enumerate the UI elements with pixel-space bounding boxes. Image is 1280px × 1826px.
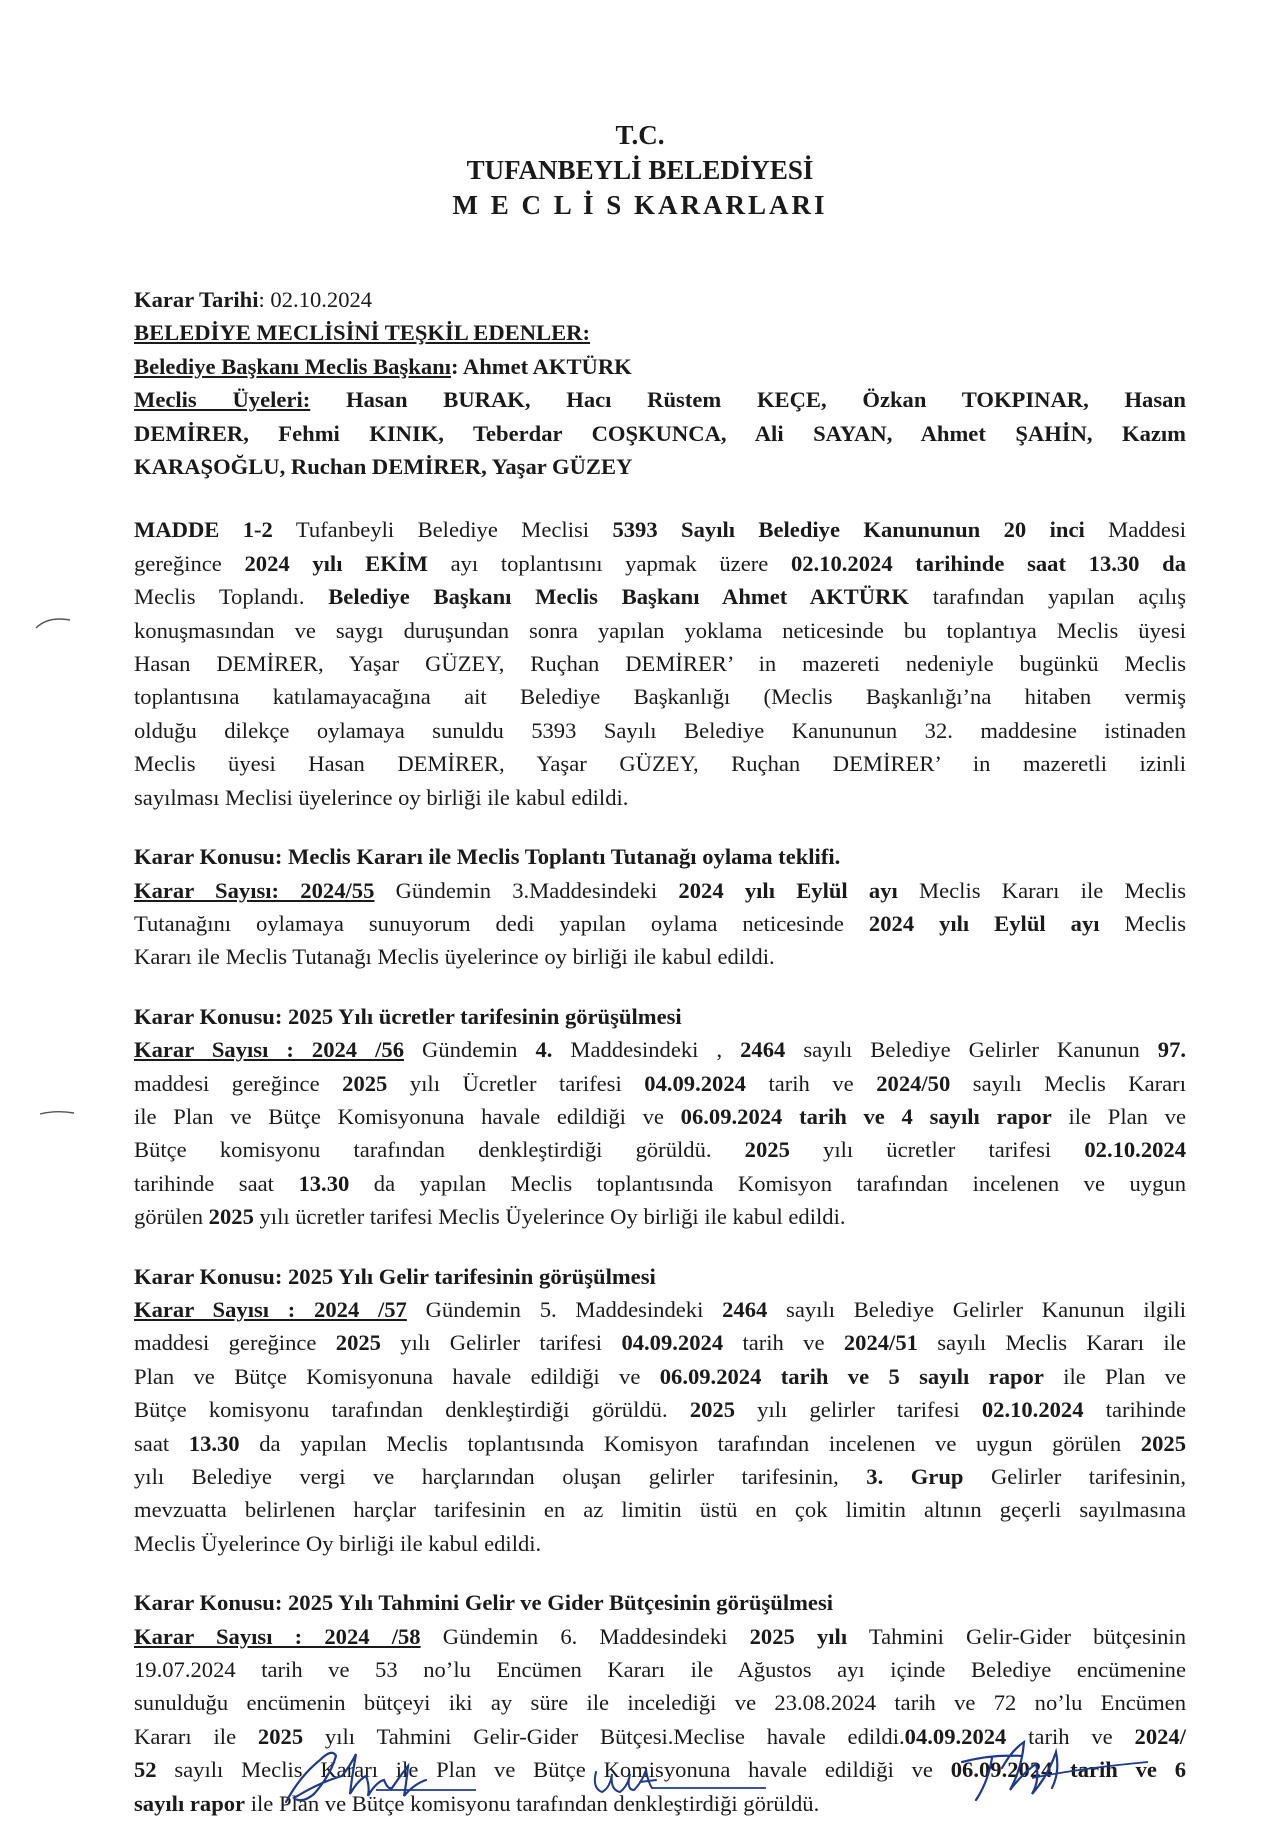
signature-left (280, 1736, 480, 1808)
decision-subject: Karar Konusu: Meclis Kararı ile Meclis Toplantı Tutanağı oylama teklifi. (134, 844, 841, 870)
decision-2024-55: Karar Konusu: Meclis Kararı ile Meclis Toplantı Tutanağı oylama teklifi. Karar Sayısı: 2024/55 Gündemin 3.Maddesindeki 2024 yılı Eylül ayı Meclis Kararı ile Meclis Tutanağını oylamaya sunuyorum dedi yapılan oylama neticesinde 2024 yılı Eylül ayı Meclis Kararı ile Meclis Tutanağı Meclis üyelerince oy birliği ile kabul edildi. (134, 840, 1186, 974)
margin-mark (38, 1106, 78, 1120)
header-council-decisions: M E C L İ S KARARLARI (452, 190, 828, 220)
members-line-3: KARAŞOĞLU, Ruchan DEMİRER, Yaşar GÜZEY (134, 454, 633, 480)
decision-number: Karar Sayısı: 2024/55 (134, 877, 375, 903)
decision-number: Karar Sayısı : 2024 /56 (134, 1037, 404, 1063)
decision-2024-57: Karar Konusu: 2025 Yılı Gelir tarifesinin görüşülmesi Karar Sayısı : 2024 /57 Gündemin 5. Maddesindeki 2464 sayılı Belediye Gelirler Kanunun ilgili maddesi gereğince 2025 yılı Gelirler tarifesi 04.09.2024 tarih ve 2024/51 sayılı Meclis Kararı ile Plan ve Bütçe Komisyonuna havale edildiği ve 06.09.2024 tarih ve 5 sayılı rapor ile Plan ve Bütçe komisyonu tarafından denkleştirdiği görüldü. 2025 yılı gelirler tarifesi 02.10.2024 tarihinde saat 13.30 da yapılan Meclis toplantısında Komisyon tarafından incelenen ve uygun görülen 2025 yılı Belediye vergi ve harçlarından oluşan gelirler tarifesinin, 3. Grup Gelirler tarifesinin, mevzuatta belirlenen harçlar tarifesinin en az limitin üstü en çok limitin altının geçerli sayılmasına Meclis Üyelerince Oy birliği ile kabul edildi. (134, 1260, 1186, 1561)
mayor-line: Belediye Başkanı Meclis Başkanı: Ahmet AKTÜRK (134, 353, 632, 379)
decision-date: Karar Tarihi: 02.10.2024 (134, 287, 373, 312)
signature-middle (590, 1752, 770, 1800)
members-line-2: DEMİRER, Fehmi KINIK, Teberdar COŞKUNCA, Ali SAYAN, Ahmet ŞAHİN, Kazım (134, 420, 1186, 446)
margin-mark (34, 612, 74, 632)
document-header (0, 118, 1280, 223)
decision-number: Karar Sayısı : 2024 /57 (134, 1296, 407, 1322)
decision-2024-56: Karar Konusu: 2025 Yılı ücretler tarifesinin görüşülmesi Karar Sayısı : 2024 /56 Gündemin 4. Maddesindeki , 2464 sayılı Belediye Gelirler Kanunun 97. maddesi gereğince 2025 yılı Ücretler tarifesi 04.09.2024 tarih ve 2024/50 sayılı Meclis Kararı ile Plan ve Bütçe Komisyonuna havale edildiği ve 06.09.2024 tarih ve 4 sayılı rapor ile Plan ve Bütçe komisyonu tarafından denkleştirdiği görüldü. 2025 yılı ücretler tarifesi 02.10.2024 tarihinde saat 13.30 da yapılan Meclis toplantısında Komisyon tarafından incelenen ve uygun görülen 2025 yılı ücretler tarifesi Meclis Üyelerince Oy birliği ile kabul edildi. (134, 1000, 1186, 1234)
members-line-1: Meclis Üyeleri: Hasan BURAK, Hacı Rüstem KEÇE, Özkan TOKPINAR, Hasan (134, 387, 1186, 413)
decision-number: Karar Sayısı : 2024 /58 (134, 1623, 421, 1649)
signature-right (952, 1728, 1152, 1808)
decision-subject: Karar Konusu: 2025 Yılı Gelir tarifesinin görüşülmesi (134, 1263, 656, 1289)
header-tc: T.C. (615, 120, 665, 150)
council-heading: BELEDİYE MECLİSİNİ TEŞKİL EDENLER: (134, 320, 591, 346)
decision-subject: Karar Konusu: 2025 Yılı ücretler tarifesinin görüşülmesi (134, 1003, 682, 1029)
decision-subject: Karar Konusu: 2025 Yılı Tahmini Gelir ve Gider Bütçesinin görüşülmesi (134, 1590, 834, 1616)
header-municipality: TUFANBEYLİ BELEDİYESİ (466, 155, 814, 185)
decision-2024-58: Karar Konusu: 2025 Yılı Tahmini Gelir ve Gider Bütçesinin görüşülmesi Karar Sayısı : 2024 /58 Gündemin 6. Maddesindeki 2025 yılı Tahmini Gelir-Gider bütçesinin 19.07.2024 tarih ve 53 no’lu Encümen Kararı ile Ağustos ayı içinde Belediye encümenine sunulduğu encümenin bütçeyi iki ay süre ile incelediği ve 23.08.2024 tarih ve 72 no’lu Encümen Kararı ile 2025 yılı Tahmini Gelir-Gider Bütçesi.Meclise havale edildi.04.09.2024 tarih ve 2024/ 52 sayılı Meclis Kararı ile Plan ve Bütçe Komisyonuna havale edildiği ve 06.09.2024 tarih ve 6 sayılı rapor ile Plan ve Bütçe komisyonu tarafından denkleştirdiği görüldü. (134, 1586, 1186, 1820)
madde-paragraph: MADDE 1-2 Tufanbeyli Belediye Meclisi 5393 Sayılı Belediye Kanununun 20 inci Maddesi gereğince 2024 yılı EKİM ayı toplantısını yapmak üzere 02.10.2024 tarihinde saat 13.30 da Meclis Toplandı. Belediye Başkanı Meclis Başkanı Ahmet AKTÜRK tarafından yapılan açılış konuşmasından ve saygı duruşundan sonra yapılan yoklama neticesinde bu toplantıya Meclis üyesi Hasan DEMİRER, Yaşar GÜZEY, Ruçhan DEMİRER’ in mazereti nedeniyle bugünkü Meclis toplantısına katılamayacağına ait Belediye Başkanlığı (Meclis Başkanlığı’na hitaben vermiş olduğu dilekçe oylamaya sunuldu 5393 Sayılı Belediye Kanununun 32. maddesine istinaden Meclis üyesi Hasan DEMİRER, Yaşar GÜZEY, Ruçhan DEMİRER’ in mazeretli izinli sayılması Meclisi üyelerince oy birliği ile kabul edildi. (134, 517, 1187, 810)
document-body (134, 283, 1186, 1820)
